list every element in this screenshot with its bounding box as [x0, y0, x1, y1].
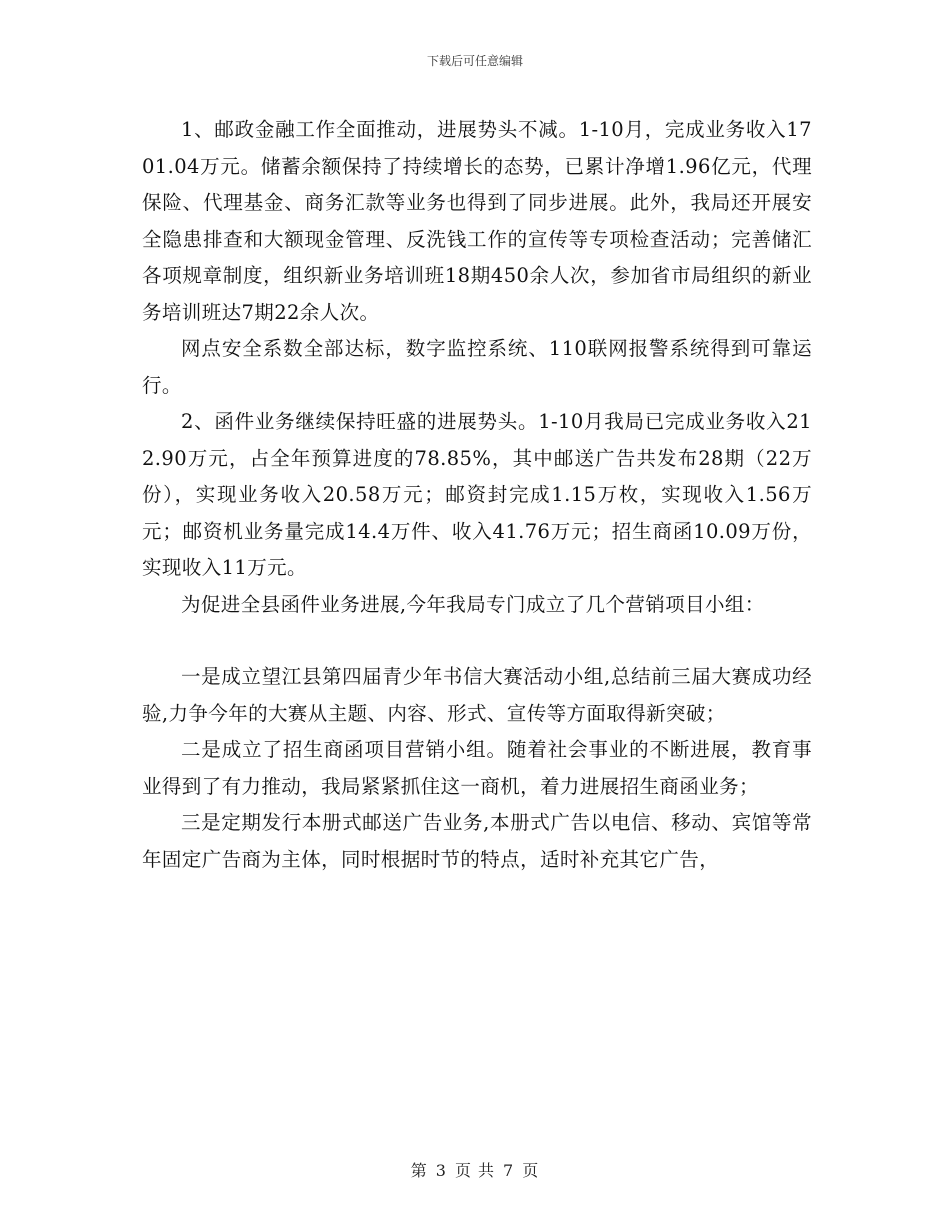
paragraph-group-three: 三是定期发行本册式邮送广告业务,本册式广告以电信、移动、宾馆等常年固定广告商为主体，同时根据时节的特点，适时补充其它广告， — [142, 811, 812, 871]
paragraph-mail-business: 2、函件业务继续保持旺盛的进展势头。1-10月我局已完成业务收入212.90万元，占全年预算进度的78.85%，其中邮送广告共发布28期（22万份），实现业务收入20.58万元；邮资封完成1.15万枚，实现收入1.56万元；邮资机业务量完成14.4万件、收入41.76万元；招生商函10.09万份，实现收入11万元。 — [142, 410, 812, 579]
page-number-middle: 页 共 — [454, 1161, 496, 1180]
paragraph-marketing-groups-intro: 为促进全县函件业务进展,今年我局专门成立了几个营销项目小组： — [181, 592, 765, 616]
page-number-total: 7 — [503, 1161, 515, 1180]
page-number-prefix: 第 — [410, 1161, 428, 1180]
paragraph-group-two: 二是成立了招生商函项目营销小组。随着社会事业的不断进展，教育事业得到了有力推动，我局紧紧抓住这一商机，着力进展招生商函业务； — [142, 738, 812, 798]
paragraph-postal-finance: 1、邮政金融工作全面推动，进展势头不减。1-10月，完成业务收入1701.04万元。储蓄余额保持了持续增长的态势，已累计净增1.96亿元，代理保险、代理基金、商务汇款等业务也得到了同步进展。此外，我局还开展安全隐患排查和大额现金管理、反洗钱工作的宣传等专项检查活动；完善储汇各项规章制度，组织新业务培训班18期450余人次，参加省市局组织的新业务培训班达7期22余人次。 — [142, 118, 812, 324]
page-header-note: 下载后可任意编辑 — [426, 54, 523, 68]
page-number-current: 3 — [435, 1161, 447, 1180]
paragraph-group-one: 一是成立望江县第四届青少年书信大赛活动小组,总结前三届大赛成功经验,力争今年的大赛从主题、内容、形式、宣传等方面取得新突破； — [142, 665, 812, 725]
document-body — [142, 112, 812, 878]
page-number-suffix: 页 — [522, 1161, 540, 1180]
paragraph-outlet-security: 网点安全系数全部达标，数字监控系统、110联网报警系统得到可靠运行。 — [142, 337, 812, 397]
page-number — [0, 1158, 950, 1181]
